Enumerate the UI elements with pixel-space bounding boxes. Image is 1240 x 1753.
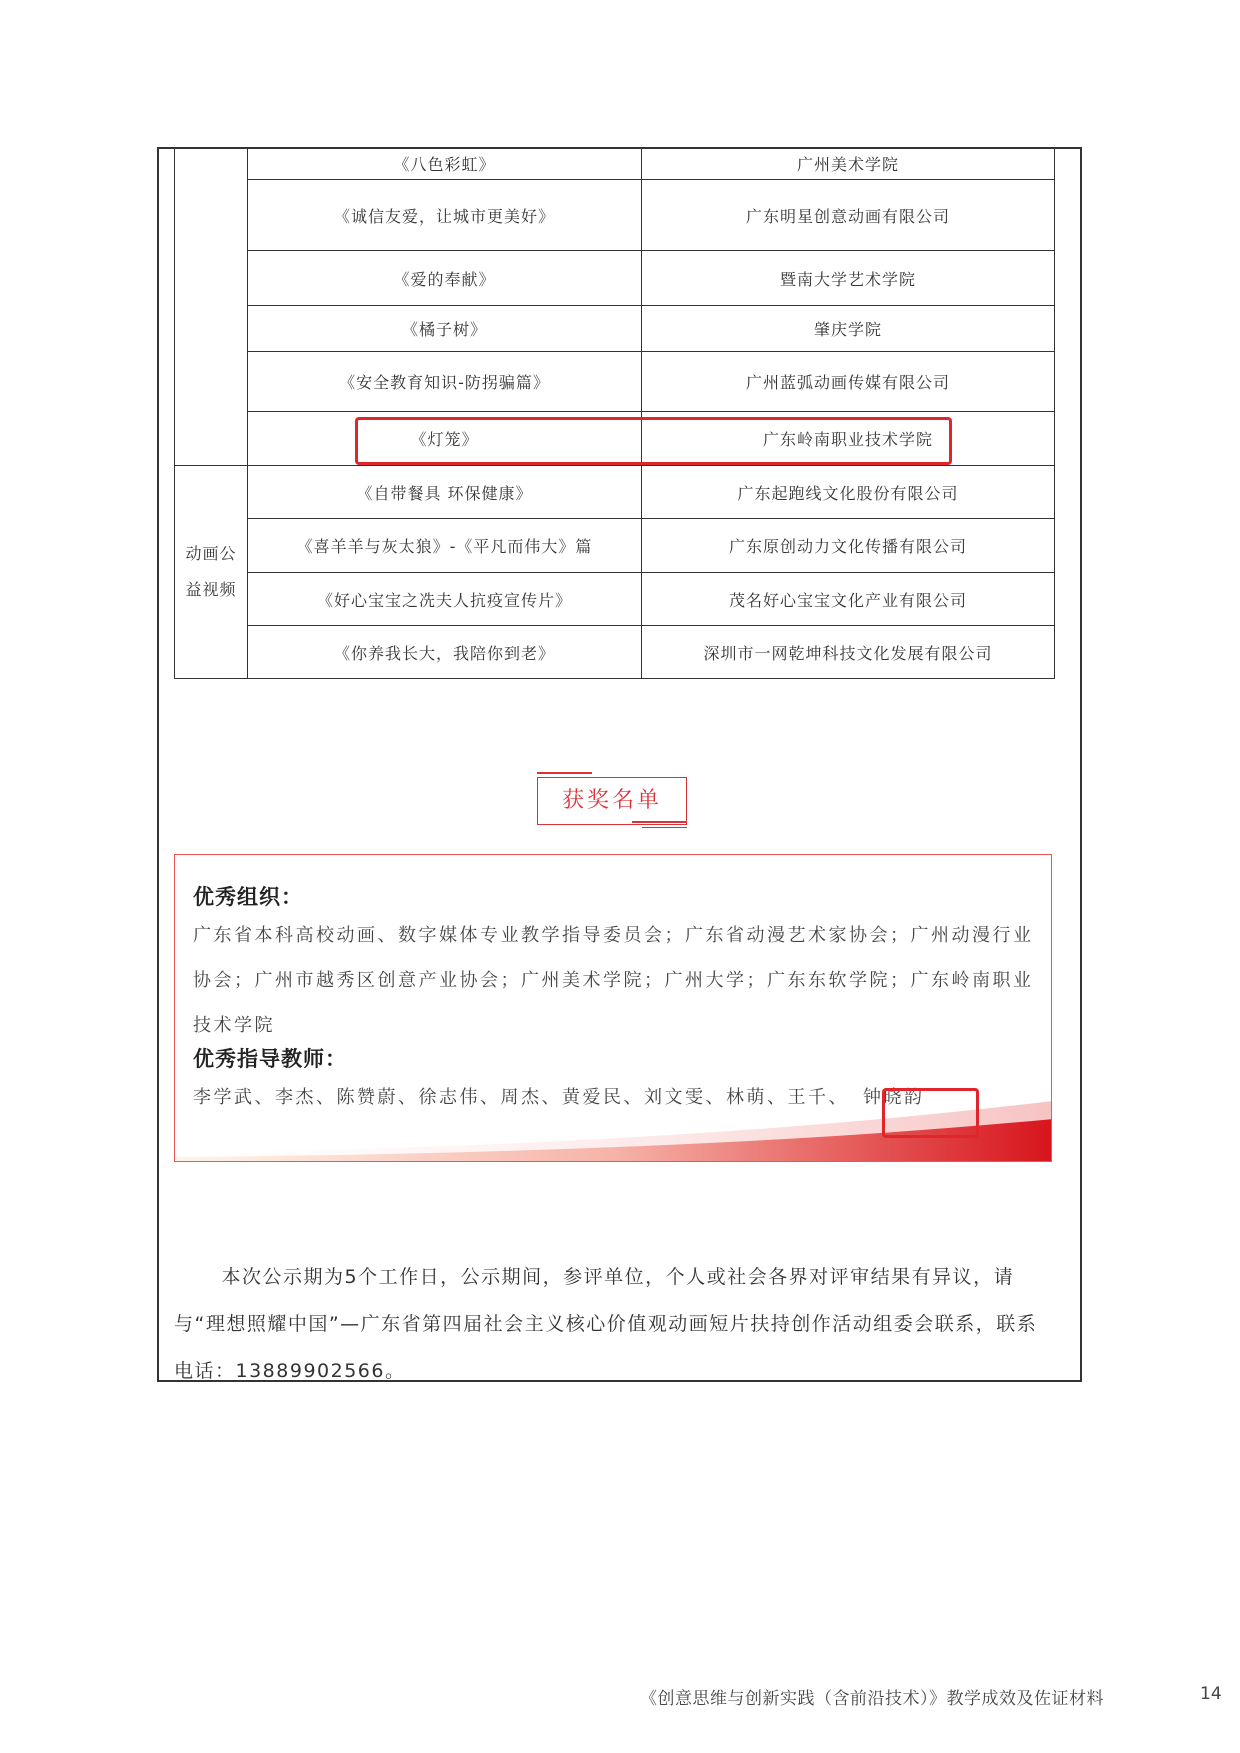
category-cell-1 bbox=[175, 148, 248, 466]
work-title: 《灯笼》 bbox=[248, 412, 642, 466]
work-title: 《安全教育知识-防拐骗篇》 bbox=[248, 352, 642, 412]
organization: 广东岭南职业技术学院 bbox=[642, 412, 1055, 466]
table-row bbox=[175, 251, 1055, 306]
table-row bbox=[175, 306, 1055, 352]
organization: 茂名好心宝宝文化产业有限公司 bbox=[642, 573, 1055, 626]
work-title: 《喜羊羊与灰太狼》-《平凡而伟大》篇 bbox=[248, 519, 642, 573]
decor-line bbox=[642, 827, 687, 828]
org-list-text: 广东省本科高校动画、数字媒体专业教学指导委员会；广东省动漫艺术家协会；广州动漫行业协会；广州市越秀区创意产业协会；广州美术学院；广州大学；广东东软学院；广东岭南职业技术学院 bbox=[193, 925, 1034, 1036]
award-title-badge bbox=[537, 772, 697, 828]
highlight-box-teacher bbox=[882, 1088, 979, 1138]
table-row bbox=[175, 148, 1055, 180]
organization: 深圳市一网乾坤科技文化发展有限公司 bbox=[642, 626, 1055, 679]
footer-document-title: 《创意思维与创新实践（含前沿技术）》教学成效及佐证材料 bbox=[640, 1689, 1104, 1709]
organization: 广东明星创意动画有限公司 bbox=[642, 180, 1055, 251]
table-row bbox=[175, 626, 1055, 679]
work-title: 《你养我长大，我陪你到老》 bbox=[248, 626, 642, 679]
work-title: 《八色彩虹》 bbox=[248, 148, 642, 180]
organization: 暨南大学艺术学院 bbox=[642, 251, 1055, 306]
teacher-names: 李学武、李杰、陈赞蔚、徐志伟、周杰、黄爱民、刘文雯、林萌、王千、 bbox=[193, 1087, 849, 1108]
organization: 广东原创动力文化传播有限公司 bbox=[642, 519, 1055, 573]
highlight-box-lantern bbox=[355, 417, 952, 465]
notice-paragraph: 本次公示期为5个工作日，公示期间，参评单位，个人或社会各界对评审结果有异议，请与“理想照耀中国”—广东省第四届社会主义核心价值观动画短片扶持创作活动组委会联系，联系电话：13889902566。 bbox=[174, 1266, 1038, 1382]
decor-line bbox=[537, 772, 592, 774]
work-title: 《好心宝宝之冼夫人抗疫宣传片》 bbox=[248, 573, 642, 626]
table-row bbox=[175, 519, 1055, 573]
decor-line bbox=[632, 821, 687, 823]
table-row bbox=[175, 573, 1055, 626]
teacher-heading: 优秀指导教师： bbox=[193, 1047, 347, 1071]
table-row bbox=[175, 180, 1055, 251]
award-title: 获奖名单 bbox=[561, 788, 662, 813]
organization: 广州美术学院 bbox=[642, 148, 1055, 180]
page-number: 14 bbox=[1200, 1684, 1222, 1704]
work-title: 《爱的奉献》 bbox=[248, 251, 642, 306]
organization: 广东起跑线文化股份有限公司 bbox=[642, 466, 1055, 519]
work-title: 《自带餐具 环保健康》 bbox=[248, 466, 642, 519]
award-table bbox=[174, 147, 1055, 679]
highlighted-teacher: 钟晓韵 bbox=[863, 1087, 925, 1108]
organization: 肇庆学院 bbox=[642, 306, 1055, 352]
work-title: 《诚信友爱，让城市更美好》 bbox=[248, 180, 642, 251]
table-row bbox=[175, 352, 1055, 412]
organization: 广州蓝弧动画传媒有限公司 bbox=[642, 352, 1055, 412]
work-title: 《橘子树》 bbox=[248, 306, 642, 352]
category-label: 动画公益视频 bbox=[185, 544, 237, 599]
screenshot-frame bbox=[157, 147, 1082, 1382]
table-row bbox=[175, 466, 1055, 519]
org-heading: 优秀组织： bbox=[193, 885, 303, 909]
category-cell-2 bbox=[175, 466, 248, 679]
